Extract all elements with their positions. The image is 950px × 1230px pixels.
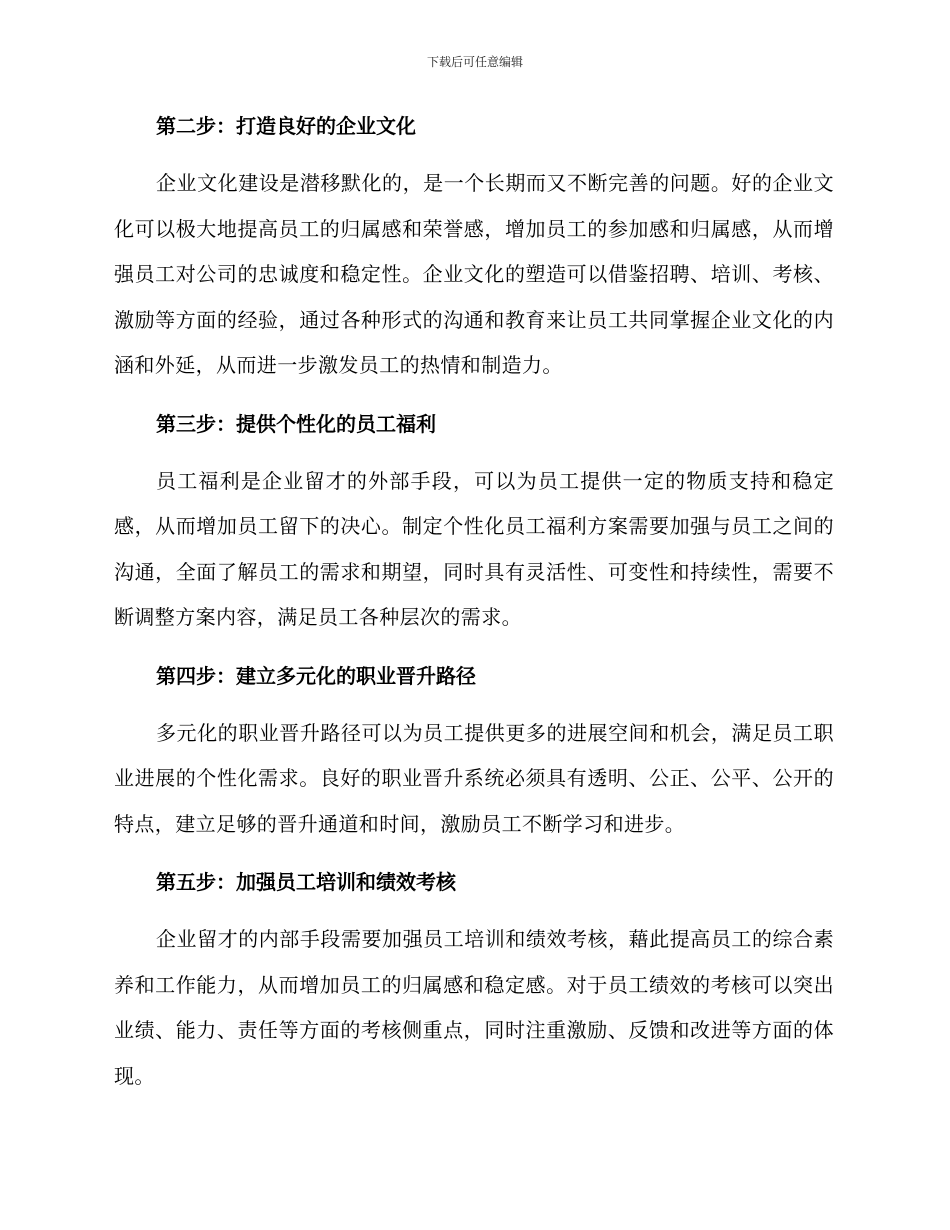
section-step-2 [114,104,834,389]
section-step-4 [114,654,834,848]
section-heading: 第五步：加强员工培训和绩效考核 [156,870,456,894]
document-body [114,104,834,1112]
section-heading: 第二步：打造良好的企业文化 [156,114,416,138]
section-paragraph: 多元化的职业晋升路径可以为员工提供更多的进展空间和机会，满足员工职业进展的个性化需求。良好的职业晋升系统必须具有透明、公正、公平、公开的特点，建立足够的晋升通道和时间，激励员工不断学习和进步。 [114,720,834,836]
section-paragraph: 企业留才的内部手段需要加强员工培训和绩效考核，藉此提高员工的综合素养和工作能力，从而增加员工的归属感和稳定感。对于员工绩效的考核可以突出业绩、能力、责任等方面的考核侧重点，同时注重激励、反馈和改进等方面的体现。 [114,927,834,1088]
section-step-5 [114,860,834,1099]
page-header: 下载后可任意编辑 [426,55,523,69]
section-paragraph: 员工福利是企业留才的外部手段，可以为员工提供一定的物质支持和稳定感，从而增加员工留下的决心。制定个性化员工福利方案需要加强与员工之间的沟通，全面了解员工的需求和期望，同时具有灵活性、可变性和持续性，需要不断调整方案内容，满足员工各种层次的需求。 [114,468,834,629]
section-paragraph: 企业文化建设是潜移默化的，是一个长期而又不断完善的问题。好的企业文化可以极大地提高员工的归属感和荣誉感，增加员工的参加感和归属感，从而增强员工对公司的忠诚度和稳定性。企业文化的塑造可以借鉴招聘、培训、考核、激励等方面的经验，通过各种形式的沟通和教育来让员工共同掌握企业文化的内涵和外延，从而进一步激发员工的热情和制造力。 [114,171,834,377]
section-heading: 第三步：提供个性化的员工福利 [156,411,436,436]
section-heading: 第四步：建立多元化的职业晋升路径 [156,663,476,688]
section-step-3 [114,402,834,641]
